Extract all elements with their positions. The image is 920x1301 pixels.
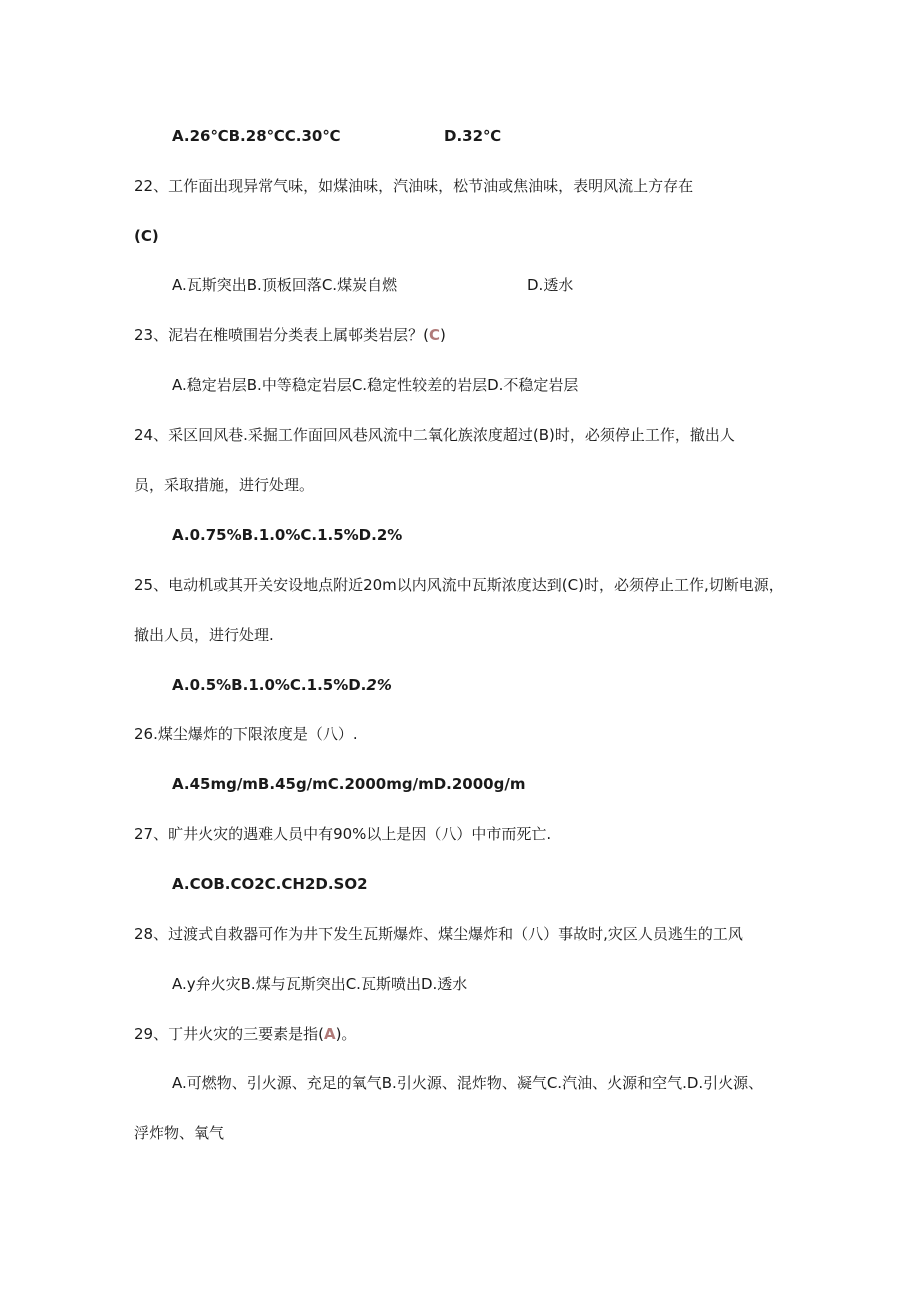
q28-text: 28、过渡式自救器可作为井下发生瓦斯爆炸、煤尘爆炸和（八）事故时,灾区人员逃生的工风 — [134, 925, 743, 943]
q22-option-d: D.透水 — [527, 276, 574, 294]
q29-options-cont: 浮炸物、氧气 — [134, 1124, 225, 1142]
q28-options: A.y弁火灾B.煤与瓦斯突出C.瓦斯喷出D.透水 — [172, 975, 468, 993]
q23-close: ) — [439, 326, 446, 344]
q29-options: A.可燃物、引火源、充足的氧气B.引火源、混炸物、凝气C.汽油、火源和空气.D.引火源、 — [172, 1074, 764, 1092]
q23-question: 23、泥岩在椎喷围岩分类表上属邨类岩层？( — [134, 326, 429, 344]
q21-options-abc: A.26℃B.28℃C.30℃ — [172, 127, 341, 145]
q21-option-d: D.32℃ — [444, 127, 502, 145]
q29-answer: A — [323, 1025, 336, 1043]
q23-text — [134, 325, 446, 345]
q24-options: A.0.75%B.1.0%C.1.5%D.2% — [172, 526, 403, 544]
q26-text: 26.煤尘爆炸的下限浓度是（八）. — [134, 725, 358, 743]
q22-text: 22、工作面出现异常气味，如煤油味，汽油味，松节油或焦油味，表明风流上方存在 — [134, 177, 694, 195]
q27-options: A.COB.CO2C.CH2D.SO2 — [172, 875, 368, 893]
q29-close: )。 — [335, 1025, 357, 1043]
q25-text-cont: 撤出人员，进行处理. — [134, 626, 274, 644]
q22-options-abc: A.瓦斯突出B.顶板回落C.煤炭自燃 — [172, 276, 398, 294]
q26-options: A.45mg/mB.45g/mC.2000mg/mD.2000g/m — [172, 775, 526, 793]
q29-text — [134, 1024, 356, 1044]
q23-options: A.稳定岩层B.中等稳定岩层C.稳定性较差的岩层D.不稳定岩层 — [172, 376, 579, 394]
q24-text: 24、采区回风巷.采掘工作面回风巷风流中二氧化族浓度超过(B)时，必须停止工作，撤出人 — [134, 426, 735, 444]
q23-answer: C — [428, 326, 440, 344]
q24-text-cont: 员，采取措施，进行处理。 — [134, 476, 315, 494]
q25-options-main: A.0.5%B.1.0%C.1.5%D. — [172, 676, 367, 694]
q29-question: 29、丁井火灾的三要素是指( — [134, 1025, 324, 1043]
q25-options — [172, 675, 392, 695]
q25-option-d-value: 2% — [366, 676, 392, 694]
q27-text: 27、旷井火灾的遇难人员中有90%以上是因（八）中市而死亡. — [134, 825, 552, 843]
q22-answer: (C) — [134, 227, 159, 245]
q25-text: 25、电动机或其开关安设地点附近20m以内风流中瓦斯浓度达到(C)时，必须停止工作,切断电源， — [134, 576, 784, 594]
